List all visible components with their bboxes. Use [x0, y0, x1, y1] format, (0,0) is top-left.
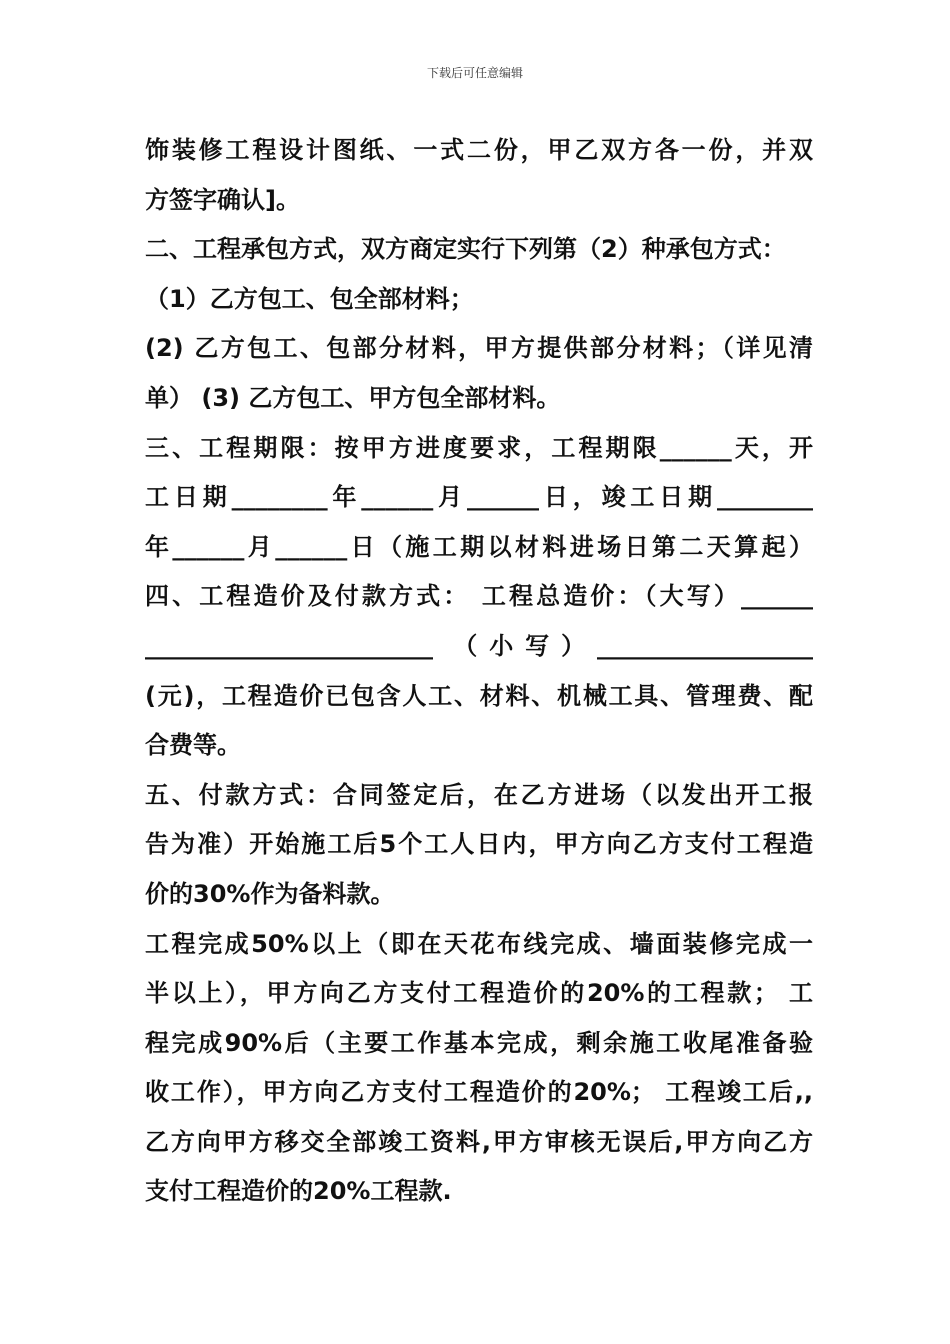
text-line: 二、工程承包方式，双方商定实行下列第（2）种承包方式： [145, 235, 786, 264]
contract-body [145, 126, 813, 1217]
text-line: 告为准）开始施工后5个工人日内，甲方向乙方支付工程造 [145, 830, 813, 859]
text-line: ________________________ （小写）__________________ [145, 631, 813, 660]
text-line: 半以上），甲方向乙方支付工程造价的20%的工程款； 工 [145, 979, 813, 1008]
text-line: (2) 乙方包工、包部分材料，甲方提供部分材料；（详见清 [145, 334, 813, 363]
text-line: 价的30%作为备料款。 [145, 879, 395, 908]
text-line: （1）乙方包工、包全部材料； [145, 284, 474, 313]
text-line: 合费等。 [145, 731, 241, 760]
text-line: 工日期________年______月______日，竣工日期________ [145, 483, 813, 512]
text-line: 单） (3) 乙方包工、甲方包全部材料。 [145, 383, 561, 412]
text-line: 三、工程期限：按甲方进度要求，工程期限______天，开 [145, 433, 813, 462]
text-line: 乙方向甲方移交全部竣工资料,甲方审核无误后,甲方向乙方 [145, 1127, 813, 1156]
text-line: 支付工程造价的20%工程款. [145, 1177, 452, 1206]
text-line: 工程完成50%以上（即在天花布线完成、墙面装修完成一 [145, 929, 813, 958]
text-line: 方签字确认]。 [145, 185, 300, 214]
text-line: 四、工程造价及付款方式： 工程总造价：（大写）______ [145, 582, 813, 611]
text-line: 饰装修工程设计图纸、一式二份，甲乙双方各一份，并双 [145, 136, 813, 164]
text-line: 年______月______日（施工期以材料进场日第二天算起） [145, 532, 813, 561]
text-line: (元)，工程造价已包含人工、材料、机械工具、管理费、配 [145, 681, 813, 710]
text-line: 程完成90%后（主要工作基本完成，剩余施工收尾准备验 [145, 1028, 813, 1057]
text-line: 收工作），甲方向乙方支付工程造价的20%； 工程竣工后,, [145, 1078, 813, 1107]
text-line: 五、付款方式：合同签定后，在乙方进场（以发出开工报 [145, 780, 813, 809]
page-header: 下载后可任意编辑 [426, 66, 523, 80]
